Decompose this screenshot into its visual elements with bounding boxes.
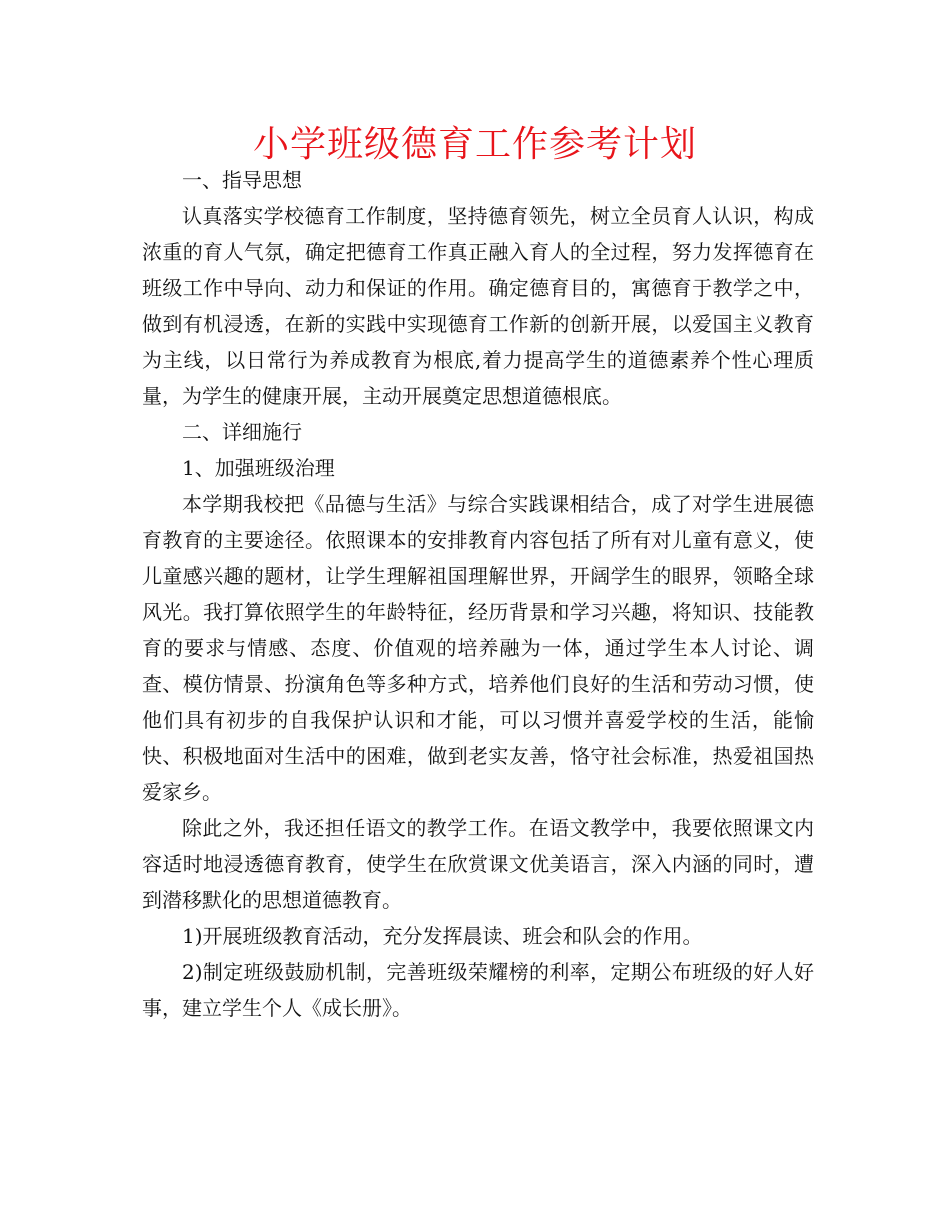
heading-implementation: 二、详细施行 (182, 420, 302, 444)
list-item-class-activities: 1)开展班级教育活动，充分发挥晨读、班会和队会的作用。 (182, 924, 703, 948)
subheading-class-management: 1、加强班级治理 (182, 456, 335, 480)
paragraph-guiding-thought: 认真落实学校德育工作制度，坚持德育领先，树立全员育人认识，构成浓重的育人气氛，确定把德育工作真正融入育人的全过程，努力发挥德育在班级工作中导向、动力和保证的作用。确定德育目的，寓德育于教学之中，做到有机浸透，在新的实践中实现德育工作新的创新开展，以爱国主义教育为主线，以日常行为养成教育为根底,着力提高学生的道德素养个性心理质量，为学生的健康开展，主动开展奠定思想道德根底。 (142, 204, 814, 408)
paragraph-chinese-teaching: 除此之外，我还担任语文的教学工作。在语文教学中，我要依照课文内容适时地浸透德育教育，使学生在欣赏课文优美语言，深入内涵的同时，遭到潜移默化的思想道德教育。 (142, 816, 814, 912)
heading-guiding-thought: 一、指导思想 (182, 168, 302, 192)
paragraph-moral-curriculum: 本学期我校把《品德与生活》与综合实践课相结合，成了对学生进展德育教育的主要途径。依照课本的安排教育内容包括了所有对儿童有意义，使儿童感兴趣的题材，让学生理解祖国理解世界，开阔学生的眼界，领略全球风光。我打算依照学生的年龄特征，经历背景和学习兴趣，将知识、技能教育的要求与情感、态度、价值观的培养融为一体，通过学生本人讨论、调查、模仿情景、扮演角色等多种方式，培养他们良好的生活和劳动习惯，使他们具有初步的自我保护认识和才能，可以习惯并喜爱学校的生活，能愉快、积极地面对生活中的困难，做到老实友善，恪守社会标准，热爱祖国热爱家乡。 (142, 492, 814, 804)
list-item-incentive-mechanism: 2)制定班级鼓励机制，完善班级荣耀榜的利率，定期公布班级的好人好事，建立学生个人《成长册》。 (142, 960, 814, 1020)
document-body (142, 162, 814, 1026)
document-title: 小学班级德育工作参考计划 (252, 124, 697, 165)
